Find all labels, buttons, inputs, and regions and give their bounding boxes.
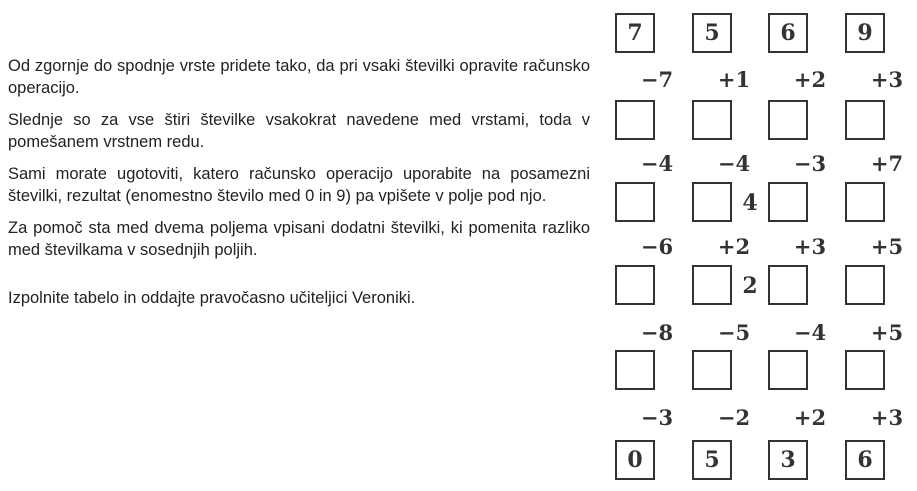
operation-label: +1 <box>717 67 751 92</box>
grid-cell-r5-c0: 0 <box>615 440 655 480</box>
grid-cell-r3-c2[interactable] <box>768 265 808 305</box>
grid-cell-r5-c3: 6 <box>845 440 885 480</box>
operation-label: −4 <box>793 320 827 345</box>
grid-cell-r4-c2[interactable] <box>768 350 808 390</box>
operation-label: +3 <box>870 67 904 92</box>
grid-cell-r4-c0[interactable] <box>615 350 655 390</box>
operation-label: −2 <box>717 405 751 430</box>
difference-hint: 4 <box>742 190 758 216</box>
grid-cell-r2-c1[interactable] <box>692 182 732 222</box>
grid-cell-r1-c3[interactable] <box>845 100 885 140</box>
operation-label: +2 <box>793 405 827 430</box>
grid-cell-r2-c2[interactable] <box>768 182 808 222</box>
grid-cell-r4-c3[interactable] <box>845 350 885 390</box>
operation-label: +7 <box>870 151 904 176</box>
instruction-paragraph-1: Od zgornje do spodnje vrste pridete tako, da pri vsaki številki opravite računsko operacijo. <box>8 57 590 97</box>
grid-cell-r3-c0[interactable] <box>615 265 655 305</box>
instruction-paragraph-5: Izpolnite tabelo in oddajte pravočasno učiteljici Veroniki. <box>8 289 416 307</box>
grid-cell-r5-c1: 5 <box>692 440 732 480</box>
operation-label: −4 <box>640 151 674 176</box>
operation-label: −3 <box>640 405 674 430</box>
grid-cell-r1-c2[interactable] <box>768 100 808 140</box>
grid-cell-r2-c3[interactable] <box>845 182 885 222</box>
operation-label: −8 <box>640 320 674 345</box>
operation-label: +2 <box>717 234 751 259</box>
operation-label: −7 <box>640 67 674 92</box>
difference-hint: 2 <box>742 273 758 299</box>
operation-label: +5 <box>870 234 904 259</box>
operation-label: −6 <box>640 234 674 259</box>
grid-cell-r3-c1[interactable] <box>692 265 732 305</box>
operation-label: −5 <box>717 320 751 345</box>
grid-cell-r4-c1[interactable] <box>692 350 732 390</box>
grid-cell-r0-c0: 7 <box>615 13 655 53</box>
operation-label: +3 <box>870 405 904 430</box>
operation-label: +3 <box>793 234 827 259</box>
operation-label: −4 <box>717 151 751 176</box>
instruction-paragraph-3: Sami morate ugotoviti, katero računsko operacijo uporabite na posamezni številki, rezultat (enomestno število med 0 in 9) pa vpišete v polje pod njo. <box>8 165 590 205</box>
operation-label: −3 <box>793 151 827 176</box>
grid-cell-r1-c0[interactable] <box>615 100 655 140</box>
grid-cell-r0-c1: 5 <box>692 13 732 53</box>
grid-cell-r5-c2: 3 <box>768 440 808 480</box>
grid-cell-r1-c1[interactable] <box>692 100 732 140</box>
grid-cell-r3-c3[interactable] <box>845 265 885 305</box>
operation-label: +2 <box>793 67 827 92</box>
instruction-paragraph-4: Za pomoč sta med dvema poljema vpisani dodatni številki, ki pomenita razliko med številkama v sosednjih poljih. <box>8 219 590 259</box>
grid-cell-r0-c2: 6 <box>768 13 808 53</box>
grid-cell-r2-c0[interactable] <box>615 182 655 222</box>
grid-cell-r0-c3: 9 <box>845 13 885 53</box>
instruction-paragraph-2: Slednje so za vse štiri številke vsakokrat navedene med vrstami, toda v pomešanem vrstnem redu. <box>8 111 590 151</box>
operation-label: +5 <box>870 320 904 345</box>
